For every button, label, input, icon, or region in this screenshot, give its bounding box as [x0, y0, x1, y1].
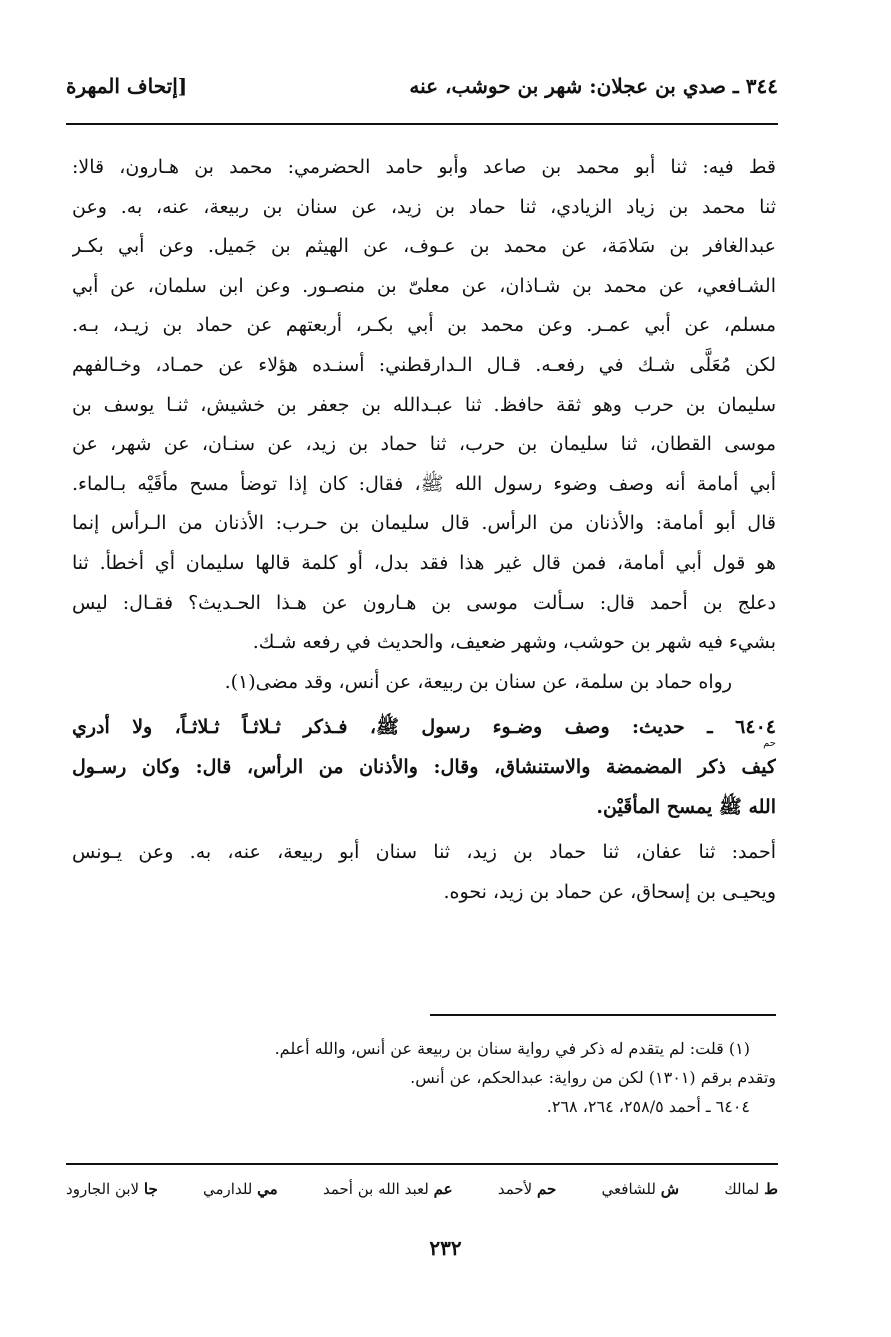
text-line: بشيء فيه شهر بن حوشب، وشهر ضعيف، والحديث في رفعه شـك.: [252, 631, 776, 654]
legend-rule: [66, 1163, 778, 1165]
footnote-rule: [430, 1014, 776, 1016]
legend-text: للشافعي: [601, 1180, 656, 1198]
hadith-heading-line: [72, 708, 776, 748]
text-line: ويحيـى بن إسحاق، عن حماد بن زيد، نحوه.: [443, 880, 776, 903]
page-number: ٢٣٢: [429, 1236, 462, 1260]
text-line: سليمان بن حرب وهو ثقة حافظ. ثنا عبـدالله بن جعفر بن خشيش، ثنـا يوسف بن: [72, 393, 776, 416]
footnotes: [72, 1034, 776, 1121]
text-line: الشـافعي، عن محمد بن شـاذان، عن معلىّ بن منصـور. وعن ابن سلمان، عن أبي: [72, 274, 776, 297]
legend-code: ط: [764, 1180, 778, 1198]
text-line: مسلم، عن أبي عمـر. وعن محمد بن أبي بكـر، أربعتهم عن حماد بن زيـد، بـه.: [72, 314, 776, 337]
text-line: رواه حماد بن سلمة، عن سنان بن ربيعة، عن أنس، وقد مضى(١).: [224, 670, 732, 693]
hadith-heading-line: كيف ذكر المضمضة والاستنشاق، وقال: والأذنان من الرأس، قال: وكان رسـول: [72, 755, 776, 778]
legend-code: مي: [257, 1180, 278, 1198]
footnote: وتقدم برقم (١٣٠١) لكن من رواية: عبدالحكم، عن أنس.: [410, 1068, 776, 1087]
legend-item: [323, 1180, 453, 1198]
hadith-heading-line: الله ﷺ يمسح المأقَيْن.: [596, 795, 776, 818]
legend-code: جا: [143, 1180, 158, 1198]
legend-code: حم: [536, 1180, 557, 1198]
footnote: ٦٤٠٤ ـ أحمد ٢٥٨/٥، ٢٦٤، ٢٦٨.: [546, 1097, 750, 1116]
legend-item: [498, 1180, 556, 1198]
text-line: قال أبو أمامة: والأذنان من الرأس. قال سليمان بن حـرب: الأذنان من الـرأس إنما: [72, 512, 776, 535]
text-line: دعلج بن أحمد قال: سـألت موسى بن هـارون عن هـذا الحـديث؟ فقـال: ليس: [72, 591, 776, 614]
footnote: (١) قلت: لم يتقدم له ذكر في رواية سنان بن ربيعة عن أنس، والله أعلم.: [274, 1039, 750, 1058]
text-line: موسى القطان، ثنا سليمان بن حرب، ثنا حماد بن زيد، عن سنـان، عن شهر، عن: [72, 433, 776, 456]
running-header: [66, 74, 778, 110]
header-book-title: [إتحاف المهرة: [66, 74, 188, 98]
legend-item: [602, 1180, 680, 1198]
legend-item: [724, 1180, 778, 1198]
text-line: ثنا محمد بن زياد الزيادي، ثنا حماد بن زيد، عن سنان بن ربيعة، عنه، به. وعن: [72, 195, 776, 218]
legend-text: للدارمي: [203, 1180, 253, 1198]
hadith-heading-text: ٦٤٠٤ ـ حديث: وصف وضـوء رسول ﷺ، فـذكر ثـلاثـاً ثـلاثـاً، ولا أدري: [72, 716, 776, 739]
text-line: قط فيه: ثنا أبو محمد بن صاعد وأبو حامد الحضرمي: محمد بن هـارون، قالا:: [72, 156, 776, 178]
legend-code: عم: [433, 1180, 453, 1198]
legend-code: ش: [660, 1180, 680, 1198]
text-line: لكن مُعَلَّى شـك في رفعـه. قـال الـدارقطني: أسنـده هؤلاء عن حمـاد، وخـالفهم: [72, 353, 776, 376]
text-line: أبي أمامة أنه وصف وضوء رسول الله ﷺ، فقال: كان إذا توضأ مسح مأقَيْه بـالماء.: [72, 472, 776, 495]
legend-item: [66, 1180, 158, 1198]
legend-text: لابن الجارود: [66, 1180, 140, 1198]
legend-text: لأحمد: [497, 1180, 533, 1198]
header-chapter-title: ٣٤٤ ـ صدي بن عجلان: شهر بن حوشب، عنه: [409, 74, 778, 98]
legend-text: لعبد الله بن أحمد: [322, 1180, 429, 1198]
main-text: [72, 148, 776, 912]
legend-item: [203, 1180, 278, 1198]
abbreviation-legend: [66, 1180, 778, 1198]
header-rule: [66, 123, 778, 125]
text-line: هو قول أبي أمامة، فمن قال غير هذا فقد بدل، أو كلمة قالها سليمان أي أخطأ. ثنا: [72, 551, 776, 574]
text-line: أحمد: ثنا عفان، ثنا حماد بن زيد، ثنا سنان أبو ربيعة، عنه، به. وعن يـونس: [72, 841, 776, 864]
hadith-source-marker: حم: [763, 737, 776, 749]
text-line: عبدالغافر بن سَلامَة، عن محمد بن عـوف، عن الهيثم بن جَميل. وعن أبي بكـر: [72, 235, 776, 258]
legend-text: لمالك: [724, 1180, 760, 1198]
